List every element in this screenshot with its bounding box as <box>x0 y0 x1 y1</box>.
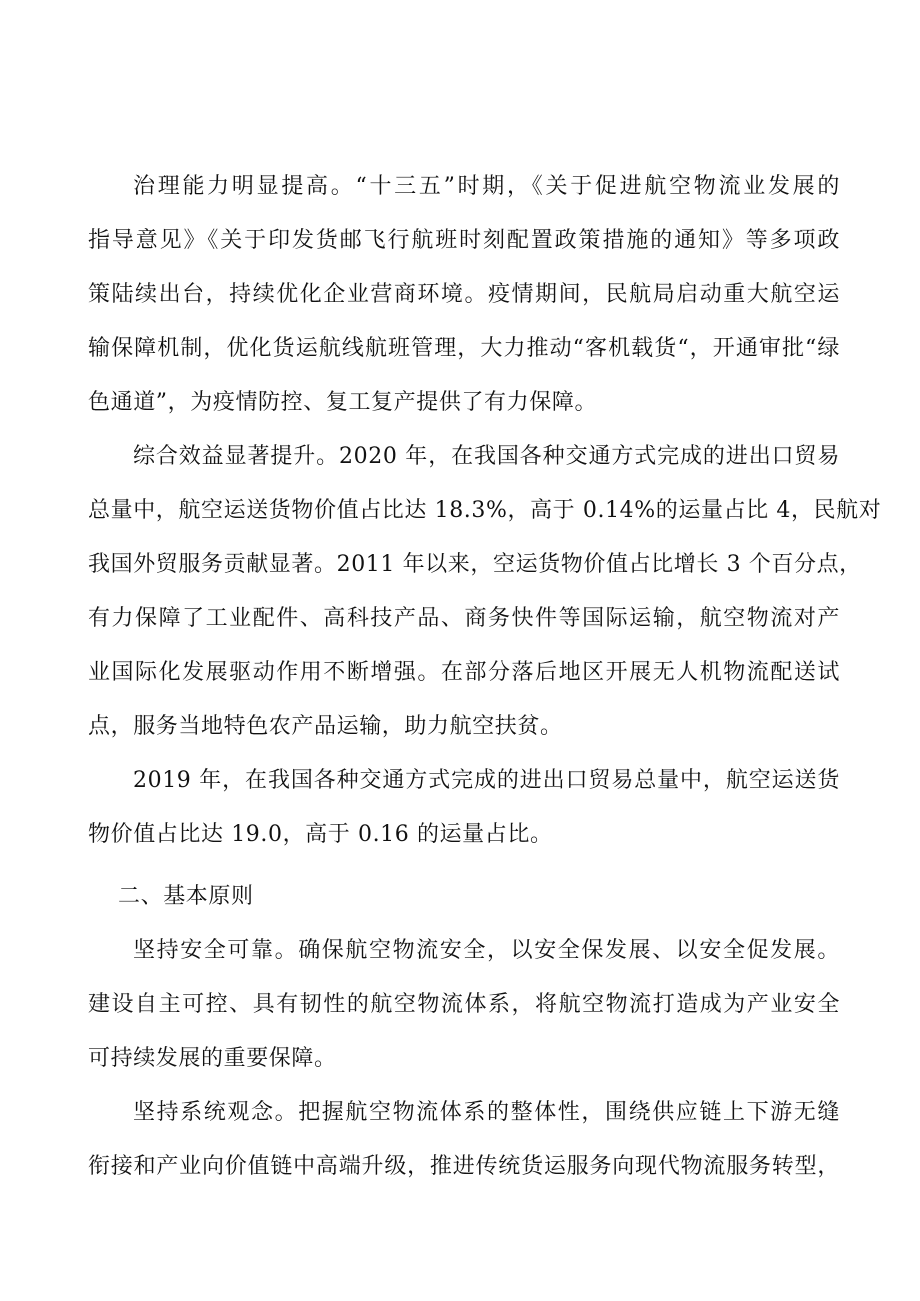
text-line: 坚持系统观念。把握航空物流体系的整体性，围绕供应链上下游无缝 <box>133 1100 840 1125</box>
text-line: 我国外贸服务贡献显著。2011 年以来，空运货物价值占比增长 3 个百分点， <box>88 552 862 577</box>
section-heading: 二、基本原则 <box>118 884 254 909</box>
text-line: 色通道”，为疫情防控、复工复产提供了有力保障。 <box>88 390 598 415</box>
text-line: 总量中，航空运送货物价值占比达 18.3%，高于 0.14%的运量占比 4，民航对 <box>88 498 882 523</box>
text-line: 建设自主可控、具有韧性的航空物流体系，将航空物流打造成为产业安全 <box>88 992 840 1017</box>
text-line: 物价值占比达 19.0，高于 0.16 的运量占比。 <box>88 822 553 847</box>
text-line: 业国际化发展驱动作用不断增强。在部分落后地区开展无人机物流配送试 <box>88 660 840 685</box>
text-line: 治理能力明显提高。“十三五”时期，《关于促进航空物流业发展的 <box>133 174 840 199</box>
text-line: 可持续发展的重要保障。 <box>88 1046 337 1071</box>
text-line: 综合效益显著提升。2020 年，在我国各种交通方式完成的进出口贸易 <box>133 444 840 469</box>
text-line: 坚持安全可靠。确保航空物流安全，以安全保发展、以安全促发展。 <box>133 938 840 963</box>
text-line: 衔接和产业向价值链中高端升级，推进传统货运服务向现代物流服务转型， <box>88 1154 840 1179</box>
text-line: 策陆续出台，持续优化企业营商环境。疫情期间，民航局启动重大航空运 <box>88 282 840 307</box>
text-line: 点，服务当地特色农产品运输，助力航空扶贫。 <box>88 714 563 739</box>
text-line: 输保障机制，优化货运航线航班管理，大力推动“客机载货“，开通审批“绿 <box>88 336 840 361</box>
text-line: 2019 年，在我国各种交通方式完成的进出口贸易总量中，航空运送货 <box>133 768 840 793</box>
text-line: 指导意见》《关于印发货邮飞行航班时刻配置政策措施的通知》等多项政 <box>88 228 840 253</box>
text-line: 有力保障了工业配件、高科技产品、商务快件等国际运输，航空物流对产 <box>88 606 840 631</box>
